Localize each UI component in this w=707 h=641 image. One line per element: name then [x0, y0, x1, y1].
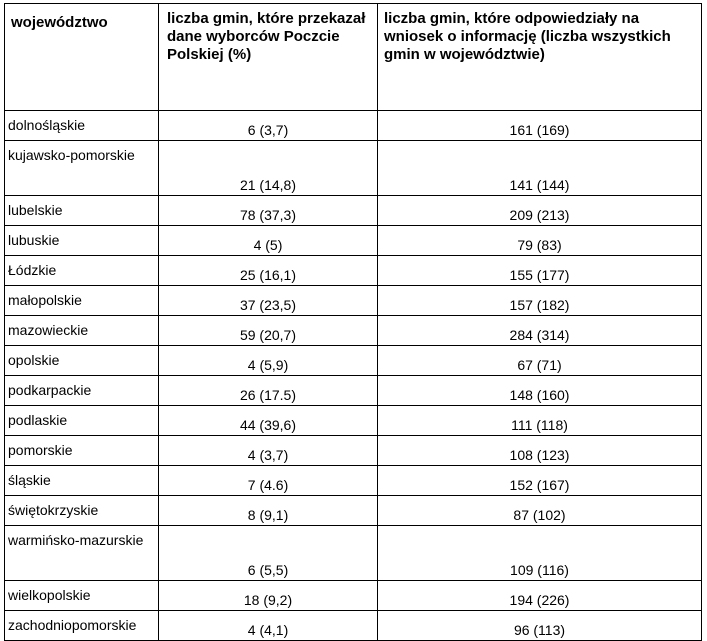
transferred-value: 4 (5,9) — [159, 346, 378, 376]
voivodeship-name: mazowieckie — [5, 316, 159, 346]
responded-value: 67 (71) — [378, 346, 702, 376]
responded-value: 155 (177) — [378, 256, 702, 286]
table-row — [5, 466, 702, 496]
voivodeship-name: dolnośląskie — [5, 111, 159, 141]
transferred-value: 59 (20,7) — [159, 316, 378, 346]
responded-value: 284 (314) — [378, 316, 702, 346]
header-responded: liczba gmin, które odpowiedziały na wniosek o informację (liczba wszystkich gmin w województwie) — [378, 4, 702, 111]
table-row — [5, 581, 702, 611]
table-row — [5, 376, 702, 406]
table-row — [5, 141, 702, 196]
table-row — [5, 316, 702, 346]
voivodeship-name: kujawsko-pomorskie — [5, 141, 159, 196]
voivodeship-table — [4, 3, 702, 641]
table-header-row — [5, 4, 702, 111]
responded-value: 157 (182) — [378, 286, 702, 316]
table-row — [5, 286, 702, 316]
responded-value: 108 (123) — [378, 436, 702, 466]
voivodeship-name: Łódzkie — [5, 256, 159, 286]
transferred-value: 4 (5) — [159, 226, 378, 256]
voivodeship-name: lubelskie — [5, 196, 159, 226]
table-row — [5, 496, 702, 526]
transferred-value: 18 (9,2) — [159, 581, 378, 611]
table-row — [5, 526, 702, 581]
responded-value: 96 (113) — [378, 611, 702, 641]
transferred-value: 8 (9,1) — [159, 496, 378, 526]
table-row — [5, 406, 702, 436]
transferred-value: 26 (17.5) — [159, 376, 378, 406]
voivodeship-name: świętokrzyskie — [5, 496, 159, 526]
responded-value: 79 (83) — [378, 226, 702, 256]
responded-value: 209 (213) — [378, 196, 702, 226]
voivodeship-name: zachodniopomorskie — [5, 611, 159, 641]
table-row — [5, 256, 702, 286]
responded-value: 87 (102) — [378, 496, 702, 526]
voivodeship-name: małopolskie — [5, 286, 159, 316]
table-row — [5, 611, 702, 641]
table-row — [5, 196, 702, 226]
voivodeship-name: podkarpackie — [5, 376, 159, 406]
transferred-value: 37 (23,5) — [159, 286, 378, 316]
responded-value: 161 (169) — [378, 111, 702, 141]
voivodeship-name: podlaskie — [5, 406, 159, 436]
table-row — [5, 226, 702, 256]
header-transferred: liczba gmin, które przekazał dane wyborców Poczcie Polskiej (%) — [159, 4, 378, 111]
transferred-value: 6 (5,5) — [159, 526, 378, 581]
voivodeship-name: śląskie — [5, 466, 159, 496]
table-row — [5, 436, 702, 466]
transferred-value: 21 (14,8) — [159, 141, 378, 196]
transferred-value: 25 (16,1) — [159, 256, 378, 286]
transferred-value: 44 (39,6) — [159, 406, 378, 436]
transferred-value: 7 (4.6) — [159, 466, 378, 496]
responded-value: 152 (167) — [378, 466, 702, 496]
voivodeship-name: warmińsko-mazurskie — [5, 526, 159, 581]
voivodeship-name: opolskie — [5, 346, 159, 376]
header-voivodeship: województwo — [5, 4, 159, 111]
voivodeship-name: pomorskie — [5, 436, 159, 466]
table-row — [5, 346, 702, 376]
table-row — [5, 111, 702, 141]
transferred-value: 78 (37,3) — [159, 196, 378, 226]
transferred-value: 6 (3,7) — [159, 111, 378, 141]
responded-value: 194 (226) — [378, 581, 702, 611]
voivodeship-name: wielkopolskie — [5, 581, 159, 611]
transferred-value: 4 (4,1) — [159, 611, 378, 641]
responded-value: 111 (118) — [378, 406, 702, 436]
voivodeship-name: lubuskie — [5, 226, 159, 256]
responded-value: 141 (144) — [378, 141, 702, 196]
responded-value: 148 (160) — [378, 376, 702, 406]
transferred-value: 4 (3,7) — [159, 436, 378, 466]
responded-value: 109 (116) — [378, 526, 702, 581]
